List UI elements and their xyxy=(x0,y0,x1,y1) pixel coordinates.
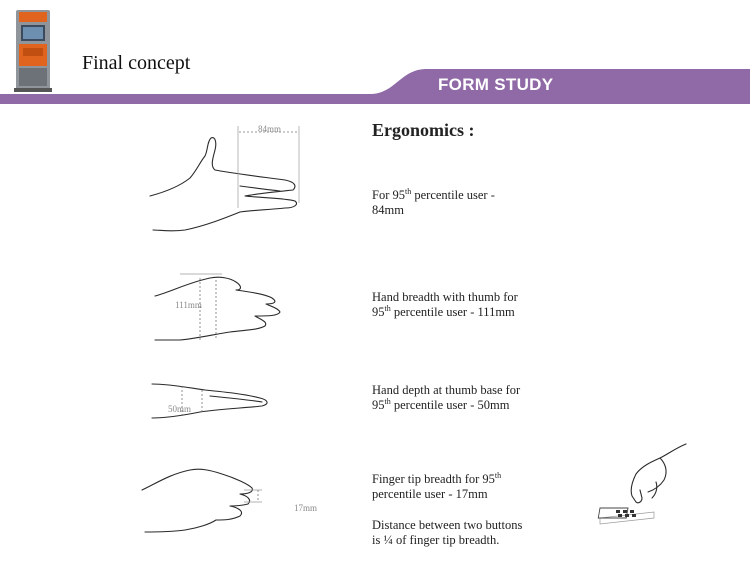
hand-length-sketch xyxy=(145,118,315,238)
banner xyxy=(0,66,750,106)
note-text: 84mm xyxy=(372,203,404,217)
note-text: percentile user - 50mm xyxy=(390,398,510,412)
note-text: Hand breadth with thumb for xyxy=(372,290,518,304)
hand-breadth-sketch xyxy=(150,268,290,348)
button-press-sketch xyxy=(596,440,696,528)
dimension-label: 50mm xyxy=(168,404,192,414)
finger-tip-sketch xyxy=(140,460,270,542)
note-text: percentile user - 17mm xyxy=(372,487,488,501)
note-superscript: th xyxy=(405,186,412,196)
ergonomics-note xyxy=(372,518,582,548)
ergonomics-note xyxy=(372,188,562,218)
note-text: Finger tip breadth for 95 xyxy=(372,472,495,486)
note-text: For 95 xyxy=(372,188,405,202)
banner-title: FORM STUDY xyxy=(438,75,554,94)
page-title: Final concept xyxy=(82,52,191,74)
note-text: 95 xyxy=(372,398,385,412)
note-text: Hand depth at thumb base for xyxy=(372,383,521,397)
dimension-label: 111mm xyxy=(175,300,202,310)
note-superscript: th xyxy=(384,396,391,406)
ergonomics-note xyxy=(372,383,582,413)
note-text: is ¼ of finger tip breadth. xyxy=(372,533,500,547)
note-text: percentile user - 111mm xyxy=(390,305,515,319)
dimension-label: 84mm xyxy=(258,124,282,134)
ergonomics-note xyxy=(372,290,582,320)
note-superscript: th xyxy=(384,303,391,313)
note-superscript: th xyxy=(494,470,502,480)
note-text: Distance between two buttons xyxy=(372,518,523,532)
note-text: percentile user - xyxy=(411,188,495,202)
hand-depth-sketch xyxy=(150,376,280,426)
dimension-label: 17mm xyxy=(294,503,318,513)
section-heading: Ergonomics : xyxy=(372,120,475,140)
ergonomics-note xyxy=(372,472,582,502)
note-text: 95 xyxy=(372,305,385,319)
